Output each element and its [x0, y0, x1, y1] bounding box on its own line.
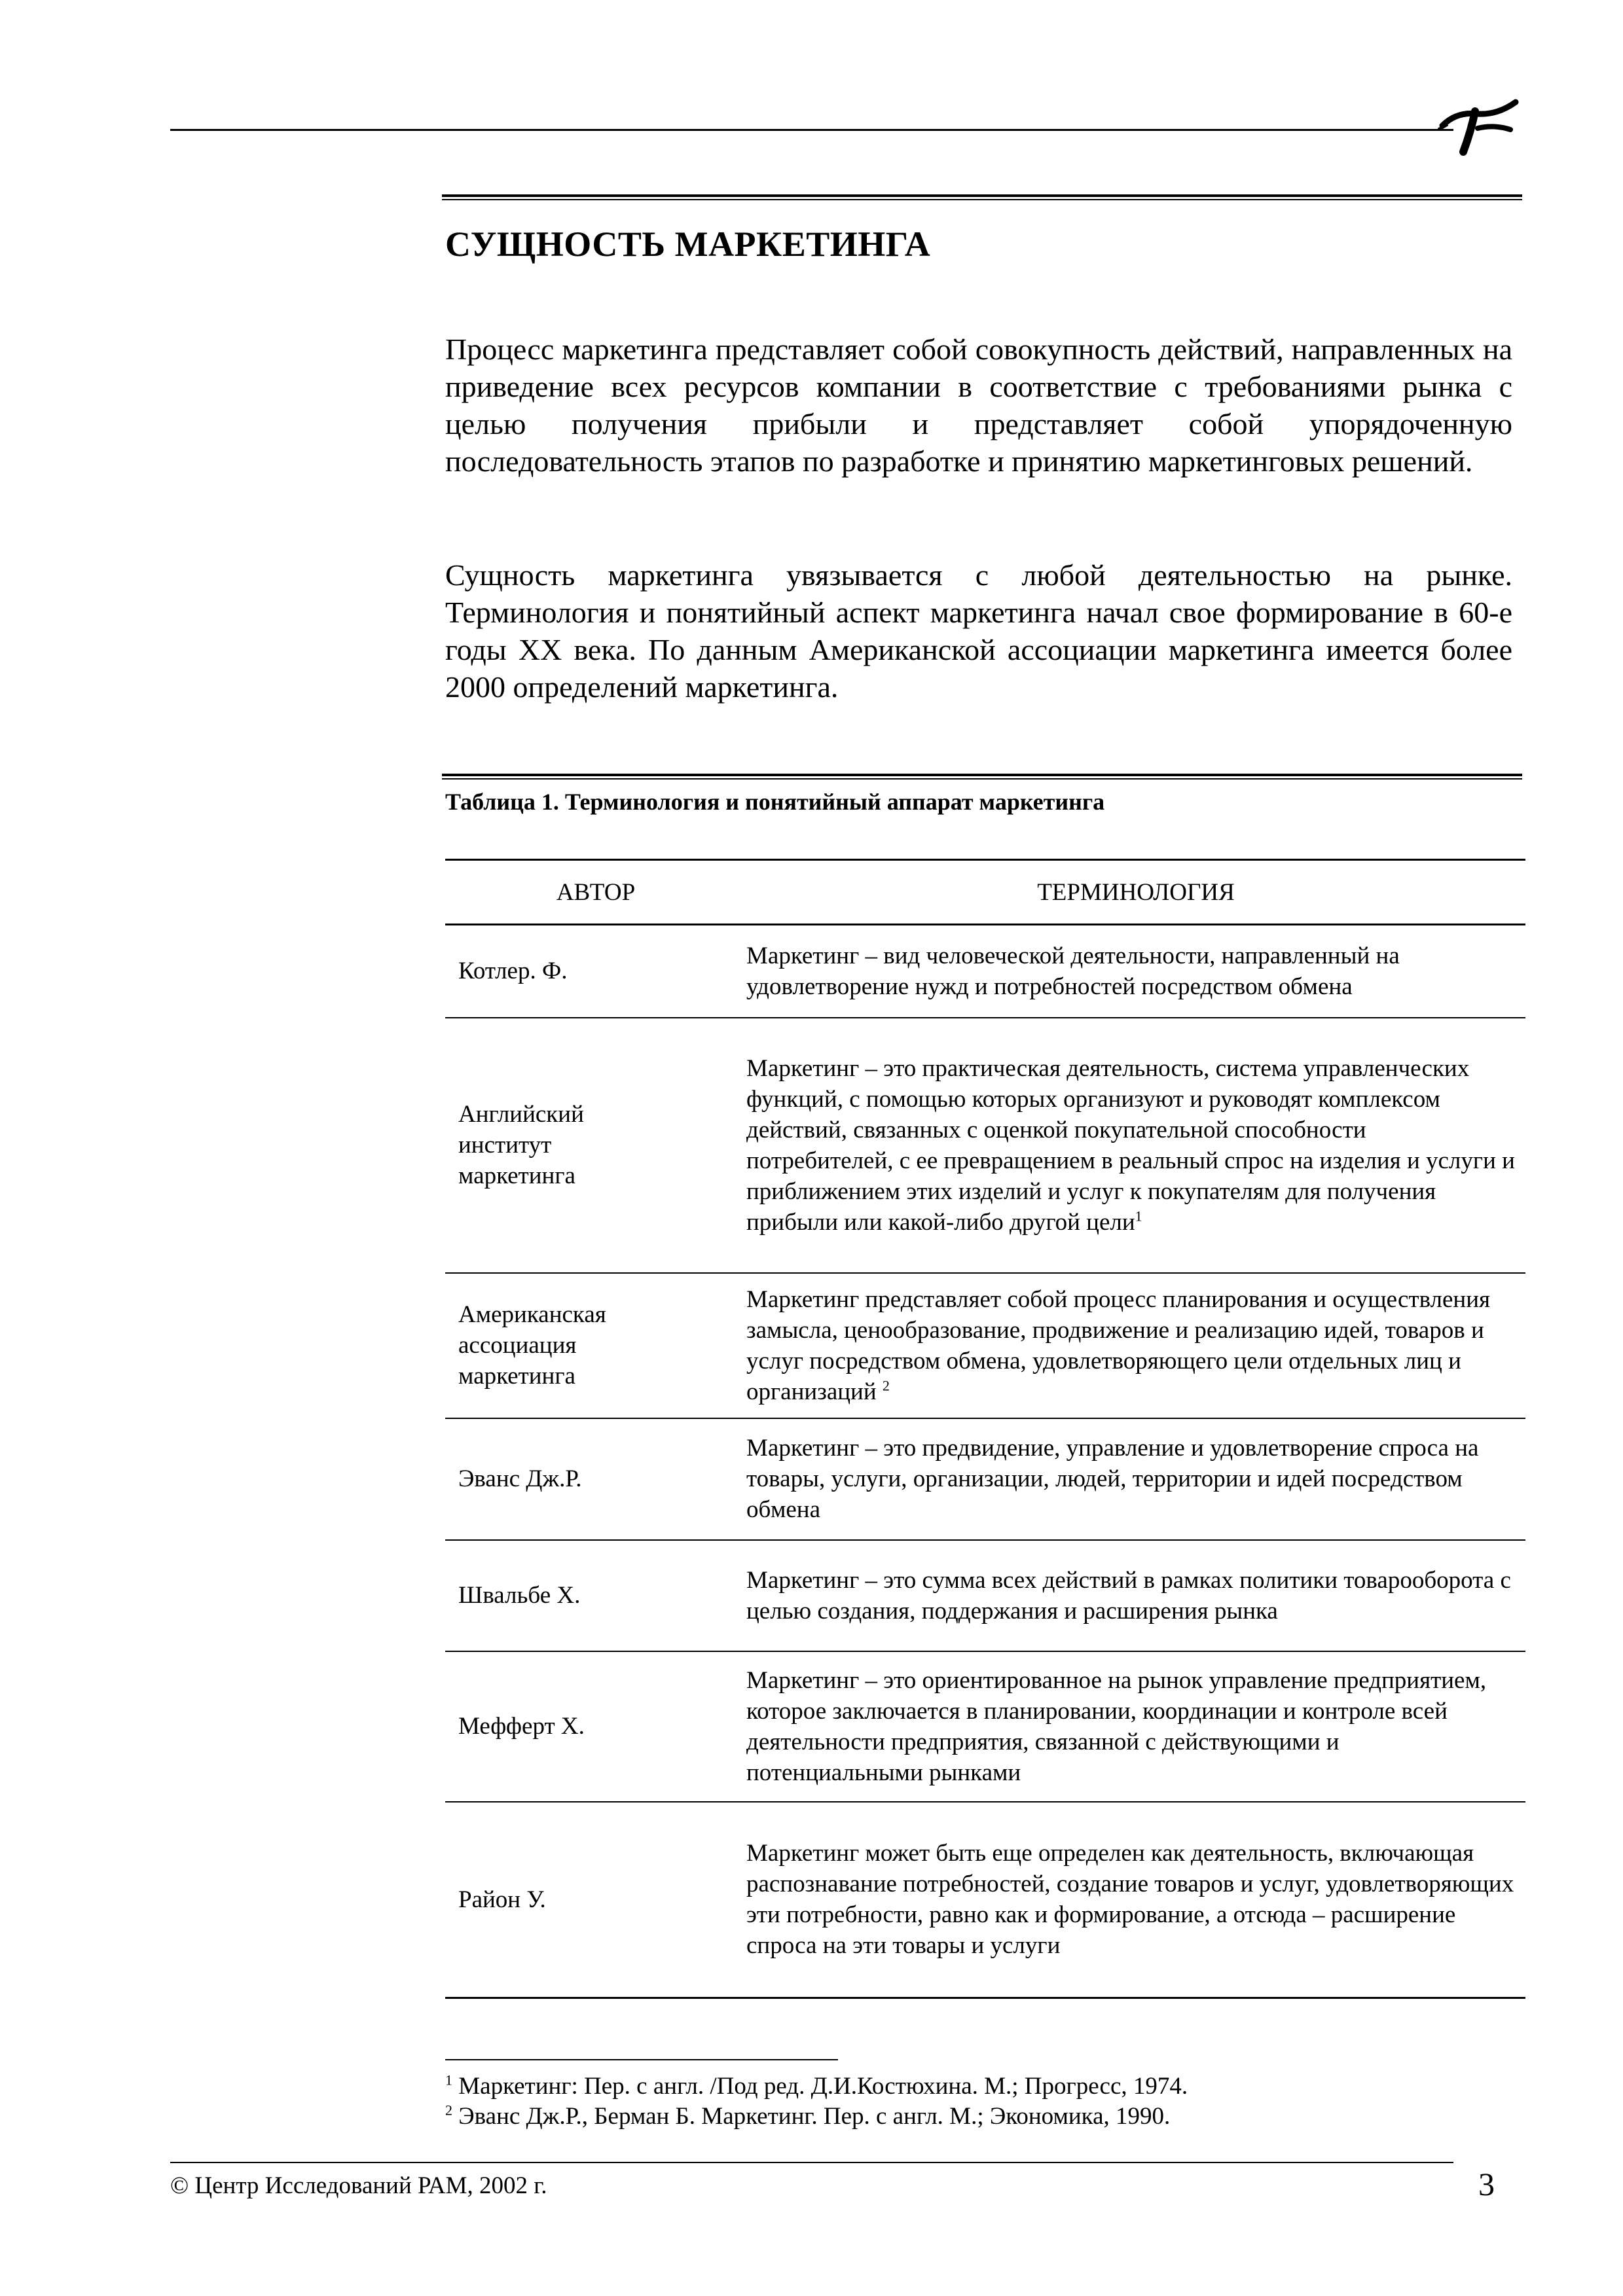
term-cell: [746, 1018, 1525, 1273]
page-number: 3: [1478, 2166, 1495, 2202]
paragraph-essence: Сущность маркетинга увязывается с любой деятельностью на рынке. Терминология и понятийный аспект маркетинга начал свое формирование в 60-е годы XX века. По данным Американской ассоциации маркетинга имеется более 2000 определений маркетинга.: [445, 558, 1512, 704]
term-cell: [746, 1540, 1525, 1651]
section-rule-thin: [442, 199, 1522, 200]
column-header-terminology: ТЕРМИНОЛОГИЯ: [746, 860, 1525, 925]
author-cell: Эванс Дж.Р.: [445, 1418, 746, 1540]
footnote-separator: [445, 2059, 838, 2060]
author-cell: Мефферт Х.: [445, 1651, 746, 1802]
term-cell: [746, 925, 1525, 1018]
term-text: Маркетинг может быть еще определен как деятельность, включающая распознавание потребностей, создание товаров и услуг, удовлетворяющих эти потребности, равно как и формирование, а отсюда – расширение спроса на эти товары и услуги: [746, 1840, 1514, 1960]
footer-rule: [170, 2162, 1453, 2163]
terminology-table: [445, 859, 1525, 1999]
footnote-mark: 2: [445, 2102, 452, 2119]
table-row: [445, 1802, 1525, 1998]
column-header-author: АВТОР: [445, 860, 746, 925]
table-row: [445, 1540, 1525, 1651]
table-row: [445, 1651, 1525, 1802]
table-row: [445, 1018, 1525, 1273]
footer-copyright: © Центр Исследований РАМ, 2002 г.: [170, 2172, 547, 2199]
table-top-rule: [442, 774, 1522, 776]
author-name: Английский институт маркетинга: [458, 1101, 584, 1189]
term-text: Маркетинг – это ориентированное на рынок управление предприятием, которое заключается в планировании, координации и контроле всей деятельности предприятия, связанной с действующими и потенциальными рынками: [746, 1666, 1487, 1786]
term-text: Маркетинг – вид человеческой деятельности, направленный на удовлетворение нужд и потребностей посредством обмена: [746, 942, 1400, 1000]
table-row: [445, 925, 1525, 1018]
author-cell: Швальбе Х.: [445, 1540, 746, 1651]
table-header-row: [445, 860, 1525, 925]
term-text: Маркетинг представляет собой процесс планирования и осуществления замысла, ценообразование, продвижение и реализацию идей, товаров и услуг посредством обмена, удовлетворяющего цели отдельных лиц и организаций: [746, 1285, 1491, 1405]
publisher-logo-icon: [1437, 92, 1522, 157]
table-row: [445, 1273, 1525, 1418]
author-name: Американская ассоциация маркетинга: [458, 1301, 606, 1390]
footnote-ref: 1: [1135, 1208, 1142, 1225]
section-rule: [442, 194, 1522, 197]
author-cell: [445, 1273, 746, 1418]
footnote-text: Эванс Дж.Р., Берман Б. Маркетинг. Пер. с англ. М.; Экономика, 1990.: [452, 2103, 1171, 2130]
section-title: СУЩНОСТЬ МАРКЕТИНГА: [445, 224, 931, 264]
paragraph-process: Процесс маркетинга представляет собой совокупность действий, направленных на приведение всех ресурсов компании в соответствие с требованиями рынка с целью получения прибыли и представляет собой упорядоченную последовательность этапов по разработке и принятию маркетинговых решений.: [445, 332, 1512, 478]
term-cell: [746, 1418, 1525, 1540]
footnote-ref: 2: [882, 1377, 890, 1394]
term-text: Маркетинг – это сумма всех действий в рамках политики товарооборота с целью создания, поддержания и расширения рынка: [746, 1566, 1511, 1624]
author-cell: [445, 1018, 746, 1273]
table-caption: Таблица 1. Терминология и понятийный аппарат маркетинга: [445, 789, 1105, 815]
footnote-1: [445, 2072, 1188, 2100]
header-rule: [170, 129, 1453, 131]
term-text: Маркетинг – это предвидение, управление и удовлетворение спроса на товары, услуги, организации, людей, территории и идей посредством обмена: [746, 1435, 1479, 1523]
author-cell: Район У.: [445, 1802, 746, 1998]
term-cell: [746, 1802, 1525, 1998]
author-cell: Котлер. Ф.: [445, 925, 746, 1018]
term-cell: [746, 1273, 1525, 1418]
term-cell: [746, 1651, 1525, 1802]
table-top-rule-thin: [442, 778, 1522, 780]
table-row: [445, 1418, 1525, 1540]
footnote-text: Маркетинг: Пер. с англ. /Под ред. Д.И.Костюхина. М.; Прогресс, 1974.: [452, 2073, 1188, 2100]
term-text: Маркетинг – это практическая деятельность, система управленческих функций, с помощью которых организуют и руководят комплексом действий, связанных с оценкой покупательной способности потребителей, с ее превращением в реальный спрос на изделия и услуги и приближением этих изделий и услуг к покупателям для получения прибыли или какой-либо другой цели: [746, 1054, 1515, 1236]
footnote-mark: 1: [445, 2072, 452, 2089]
footnote-2: [445, 2102, 1170, 2130]
